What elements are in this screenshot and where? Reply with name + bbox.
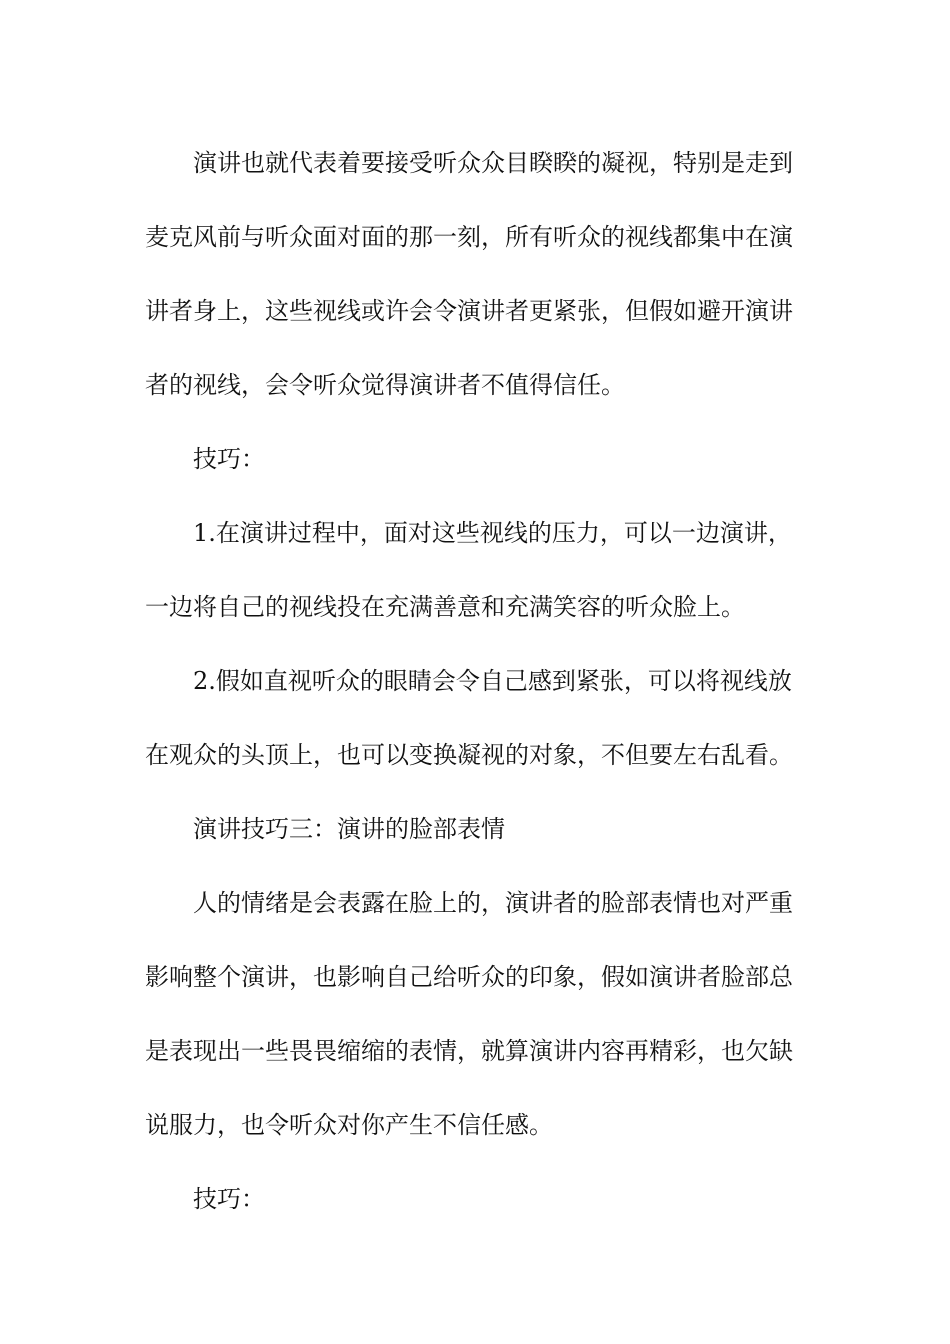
paragraph-eye-contact-intro: [145, 126, 805, 422]
paragraph-tip-1: [145, 496, 805, 644]
section-heading: [145, 792, 805, 866]
text-line: 麦克风前与听众面对面的那一刻，所有听众的视线都集中在演: [145, 223, 793, 251]
paragraph-facial-expression: [145, 866, 805, 1162]
text-line: 是表现出一些畏畏缩缩的表情，就算演讲内容再精彩，也欠缺: [145, 1037, 793, 1065]
text-line: 演讲技巧三：演讲的脸部表情: [193, 815, 505, 843]
paragraph-tip-2: [145, 644, 805, 792]
text-line: 影响整个演讲，也影响自己给听众的印象，假如演讲者脸部总: [145, 963, 793, 991]
text-line: 讲者身上，这些视线或许会令演讲者更紧张，但假如避开演讲: [145, 297, 793, 325]
text-line: 2.假如直视听众的眼睛会令自己感到紧张，可以将视线放: [193, 667, 792, 695]
document-body: [145, 126, 805, 1236]
text-line: 一边将自己的视线投在充满善意和充满笑容的听众脸上。: [145, 593, 745, 621]
text-line: 说服力，也令听众对你产生不信任感。: [145, 1111, 553, 1139]
text-line: 技巧：: [193, 445, 265, 473]
text-line: 人的情绪是会表露在脸上的，演讲者的脸部表情也对严重: [193, 889, 793, 917]
text-line: 演讲也就代表着要接受听众众目睽睽的凝视，特别是走到: [193, 149, 793, 177]
paragraph-tips-heading: [145, 422, 805, 496]
text-line: 者的视线，会令听众觉得演讲者不值得信任。: [145, 371, 625, 399]
text-line: 在观众的头顶上，也可以变换凝视的对象，不但要左右乱看。: [145, 741, 793, 769]
text-line: 1.在演讲过程中，面对这些视线的压力，可以一边演讲，: [193, 519, 792, 547]
text-line: 技巧：: [193, 1185, 265, 1213]
paragraph-tips-heading: [145, 1162, 805, 1236]
